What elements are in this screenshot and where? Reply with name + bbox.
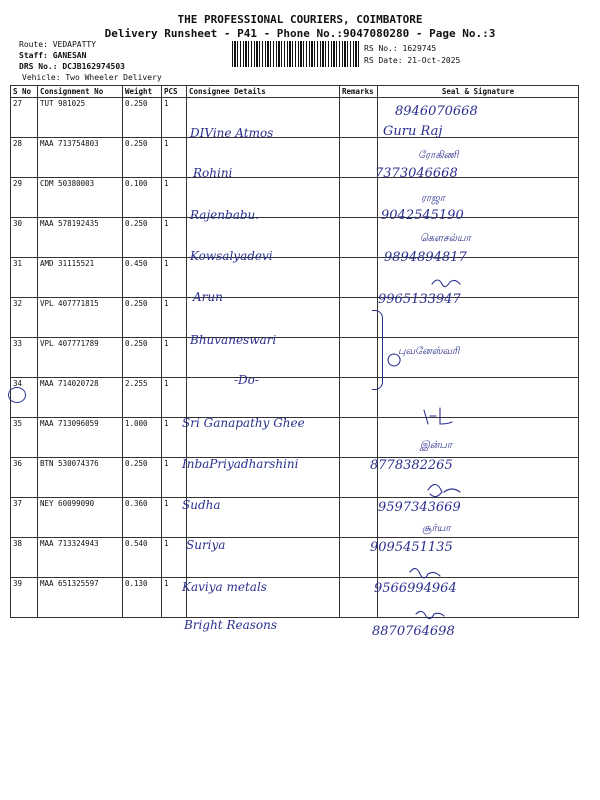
row-sno: 29 (11, 178, 38, 218)
col-weight: Weight (123, 86, 162, 98)
signature-phone-27: 8946070668 (395, 104, 478, 119)
row-pcs: 1 (162, 138, 187, 178)
row-pcs: 1 (162, 578, 187, 618)
scribble-sig-31 (432, 280, 460, 287)
col-remarks: Remarks (340, 86, 378, 98)
signature-phone-37: 9095451135 (370, 540, 453, 555)
row-weight: 0.250 (123, 338, 162, 378)
row-weight: 0.250 (123, 98, 162, 138)
row-pcs: 1 (162, 378, 187, 418)
scribble-sig-36 (428, 484, 460, 496)
consignee-name-30: Kowsalyadevi (190, 249, 273, 263)
row-weight: 1.000 (123, 418, 162, 458)
runsheet-subtitle: Delivery Runsheet - P41 - Phone No.:9047080280 - Page No.:3 (104, 27, 496, 40)
row-sno: 33 (11, 338, 38, 378)
col-consignment: Consignment No (38, 86, 123, 98)
row-consignment: MAA 713754803 (38, 138, 123, 178)
signature-phone-29: 9042545190 (381, 208, 464, 223)
row-pcs: 1 (162, 338, 187, 378)
row-sno: 32 (11, 298, 38, 338)
row-sno: 37 (11, 498, 38, 538)
row-pcs: 1 (162, 98, 187, 138)
signature-phone-36: 9597343669 (378, 500, 461, 515)
consignee-name-29: Rajenbabu. (190, 208, 260, 222)
company-title: THE PROFESSIONAL COURIERS, COIMBATORE (177, 13, 423, 26)
signature-name-27: Guru Raj (383, 124, 443, 139)
row-sno: 38 (11, 538, 38, 578)
row-consignment: MAA 713324943 (38, 538, 123, 578)
consignee-name-37: Suriya (186, 538, 226, 552)
col-signature: Seal & Signature (378, 86, 579, 98)
row-weight: 0.100 (123, 178, 162, 218)
row-pcs: 1 (162, 458, 187, 498)
row-pcs: 1 (162, 538, 187, 578)
consignee-name-36: Sudha (182, 498, 221, 512)
row-weight: 0.250 (123, 138, 162, 178)
row-pcs: 1 (162, 258, 187, 298)
row-consignment: MAA 713096059 (38, 418, 123, 458)
scribble-sig-38 (410, 568, 440, 578)
consignee-name-35: InbaPriyadharshini (182, 457, 299, 471)
row-consignment: BTN 530074376 (38, 458, 123, 498)
row-weight: 0.130 (123, 578, 162, 618)
row-consignment: MAA 651325597 (38, 578, 123, 618)
row-sno: 35 (11, 418, 38, 458)
circled-row-34-mark (8, 387, 26, 403)
vehicle-label: Vehicle: Two Wheeler Delivery (22, 73, 162, 82)
drs-number: DRS No.: DCJB162974503 (19, 62, 125, 71)
consignee-name-31: Arun (193, 290, 223, 304)
signature-name-29: ராஜா (421, 193, 445, 204)
consignee-name-28: Rohini (193, 166, 233, 180)
row-pcs: 1 (162, 298, 187, 338)
signature-phone-31: 9965133947 (378, 292, 461, 307)
signature-phone-30: 9894894817 (384, 250, 467, 265)
signature-phone-35: 8778382265 (370, 458, 453, 473)
signature-name-32-33: புவனேஸ்வரி (398, 346, 460, 357)
signature-phone-39: 8870764698 (372, 624, 455, 639)
row-weight: 2.255 (123, 378, 162, 418)
row-consignment: AMD 31115521 (38, 258, 123, 298)
row-pcs: 1 (162, 498, 187, 538)
signature-name-37: சூர்யா (422, 523, 451, 534)
row-consignment: NEY 60099090 (38, 498, 123, 538)
signature-name-28: ரோகிணி (418, 150, 459, 161)
col-consignee: Consignee Details (187, 86, 340, 98)
bracket-mark-32-33 (372, 310, 383, 390)
consignee-name-34: Sri Ganapathy Ghee (182, 416, 305, 430)
row-consignment: TUT 981025 (38, 98, 123, 138)
row-consignment: VPL 407771789 (38, 338, 123, 378)
row-sno: 34 (11, 378, 38, 418)
signature-name-30: கௌசல்யா (420, 233, 471, 244)
row-weight: 0.250 (123, 218, 162, 258)
row-pcs: 1 (162, 218, 187, 258)
row-consignment: MAA 714020728 (38, 378, 123, 418)
signature-name-35: இன்பா (420, 440, 453, 451)
row-sno: 30 (11, 218, 38, 258)
route-label: Route: VEDAPATTY (19, 40, 97, 49)
row-consignment: CDM 50380003 (38, 178, 123, 218)
row-weight: 0.540 (123, 538, 162, 578)
row-pcs: 1 (162, 418, 187, 458)
row-weight: 0.450 (123, 258, 162, 298)
scribble-sig-32-33 (388, 354, 400, 366)
consignee-name-39: Bright Reasons (184, 618, 277, 632)
row-weight: 0.250 (123, 458, 162, 498)
signature-phone-38: 9566994964 (374, 581, 457, 596)
consignee-name-38: Kaviya metals (182, 580, 267, 594)
row-sno: 28 (11, 138, 38, 178)
rs-number: RS No.: 1629745 (364, 44, 437, 53)
row-sno: 27 (11, 98, 38, 138)
row-consignment: MAA 578192435 (38, 218, 123, 258)
staff-label: Staff: GANESAN (19, 51, 87, 60)
consignee-name-32: Bhuvaneswari (190, 333, 277, 347)
col-pcs: PCS (162, 86, 187, 98)
row-pcs: 1 (162, 178, 187, 218)
scribble-sig-39 (416, 611, 444, 618)
consignee-name-33: -Do- (234, 373, 259, 387)
row-consignment: VPL 407771815 (38, 298, 123, 338)
signature-phone-28: 7373046668 (375, 166, 458, 181)
col-sno: S No (11, 86, 38, 98)
row-weight: 0.360 (123, 498, 162, 538)
row-sno: 36 (11, 458, 38, 498)
scribble-sig-34 (424, 408, 452, 424)
row-sno: 31 (11, 258, 38, 298)
row-sno: 39 (11, 578, 38, 618)
row-weight: 0.250 (123, 298, 162, 338)
rs-date: RS Date: 21-Oct-2025 (364, 56, 461, 65)
consignee-name-27: DIVine Atmos (190, 126, 274, 140)
